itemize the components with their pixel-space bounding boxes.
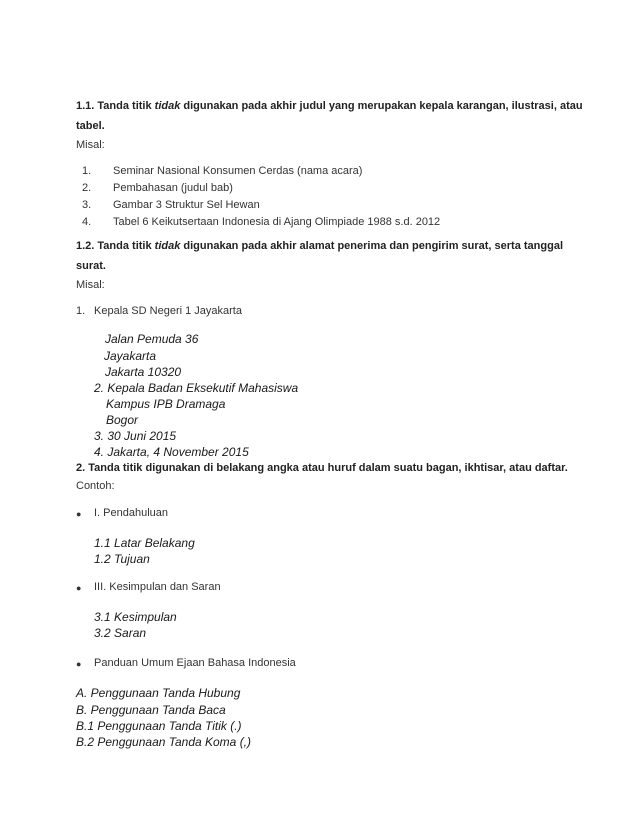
heading-1-2-italic: tidak — [154, 240, 181, 252]
sub-item: 3.1 Kesimpulan — [94, 610, 177, 624]
outline-item: B.2 Penggunaan Tanda Koma (,) — [76, 735, 252, 749]
sub-item: 1.2 Tujuan — [94, 552, 150, 566]
heading-1-1 — [76, 100, 583, 112]
address-line: 3. 30 Juni 2015 — [94, 429, 177, 443]
list-item-number: 2. — [82, 182, 92, 194]
misal-label-1: Misal: — [76, 139, 105, 151]
heading-1-2-line2: surat. — [76, 260, 106, 272]
bullet-item: Panduan Umum Ejaan Bahasa Indonesia — [94, 657, 296, 669]
sub-item: 1.1 Latar Belakang — [94, 536, 195, 550]
misal-label-2: Misal: — [76, 279, 105, 291]
sub-item: 3.2 Saran — [94, 626, 147, 640]
heading-1-2 — [76, 240, 563, 252]
heading-2: 2. Tanda titik digunakan di belakang angka atau huruf dalam suatu bagan, ikhtisar, atau daftar. — [76, 462, 568, 474]
bullet-icon: ● — [76, 659, 82, 669]
address-line: Jalan Pemuda 36 — [105, 332, 199, 346]
list-item-number: 1. — [82, 165, 92, 177]
address-line: Jakarta 10320 — [105, 365, 182, 379]
address-line: 4. Jakarta, 4 November 2015 — [94, 445, 249, 459]
outline-item: B.1 Penggunaan Tanda Titik (.) — [76, 719, 242, 733]
outline-item: A. Penggunaan Tanda Hubung — [76, 686, 241, 700]
list-item: Seminar Nasional Konsumen Cerdas (nama acara) — [113, 165, 363, 177]
list-item-number: 3. — [82, 199, 92, 211]
address-line: Bogor — [106, 413, 139, 427]
list-item: Gambar 3 Struktur Sel Hewan — [113, 199, 260, 211]
heading-1-1-prefix: 1.1. Tanda titik — [76, 100, 155, 112]
bullet-item: III. Kesimpulan dan Saran — [94, 581, 221, 593]
bullet-icon: ● — [76, 583, 82, 593]
list-item-number: 4. — [82, 216, 92, 228]
address-line: Kampus IPB Dramaga — [106, 397, 226, 411]
outline-item: B. Penggunaan Tanda Baca — [76, 703, 226, 717]
heading-1-1-italic: tidak — [154, 100, 181, 112]
list-item: Pembahasan (judul bab) — [113, 182, 233, 194]
list-item: Kepala SD Negeri 1 Jayakarta — [94, 305, 242, 317]
bullet-item: I. Pendahuluan — [94, 507, 169, 519]
contoh-label: Contoh: — [76, 480, 115, 492]
list-item-number: 1. — [76, 305, 86, 317]
heading-1-2-prefix: 1.2. Tanda titik — [76, 240, 155, 252]
bullet-icon: ● — [76, 509, 82, 519]
heading-1-1-rest: digunakan pada akhir judul yang merupakan kepala karangan, ilustrasi, atau — [180, 100, 583, 112]
list-item: Tabel 6 Keikutsertaan Indonesia di Ajang Olimpiade 1988 s.d. 2012 — [113, 216, 441, 228]
address-line: Jayakarta — [104, 349, 157, 363]
address-line: 2. Kepala Badan Eksekutif Mahasiswa — [94, 381, 299, 395]
heading-1-1-line2: tabel. — [76, 120, 105, 132]
heading-1-2-rest: digunakan pada akhir alamat penerima dan pengirim surat, serta tanggal — [180, 240, 564, 252]
